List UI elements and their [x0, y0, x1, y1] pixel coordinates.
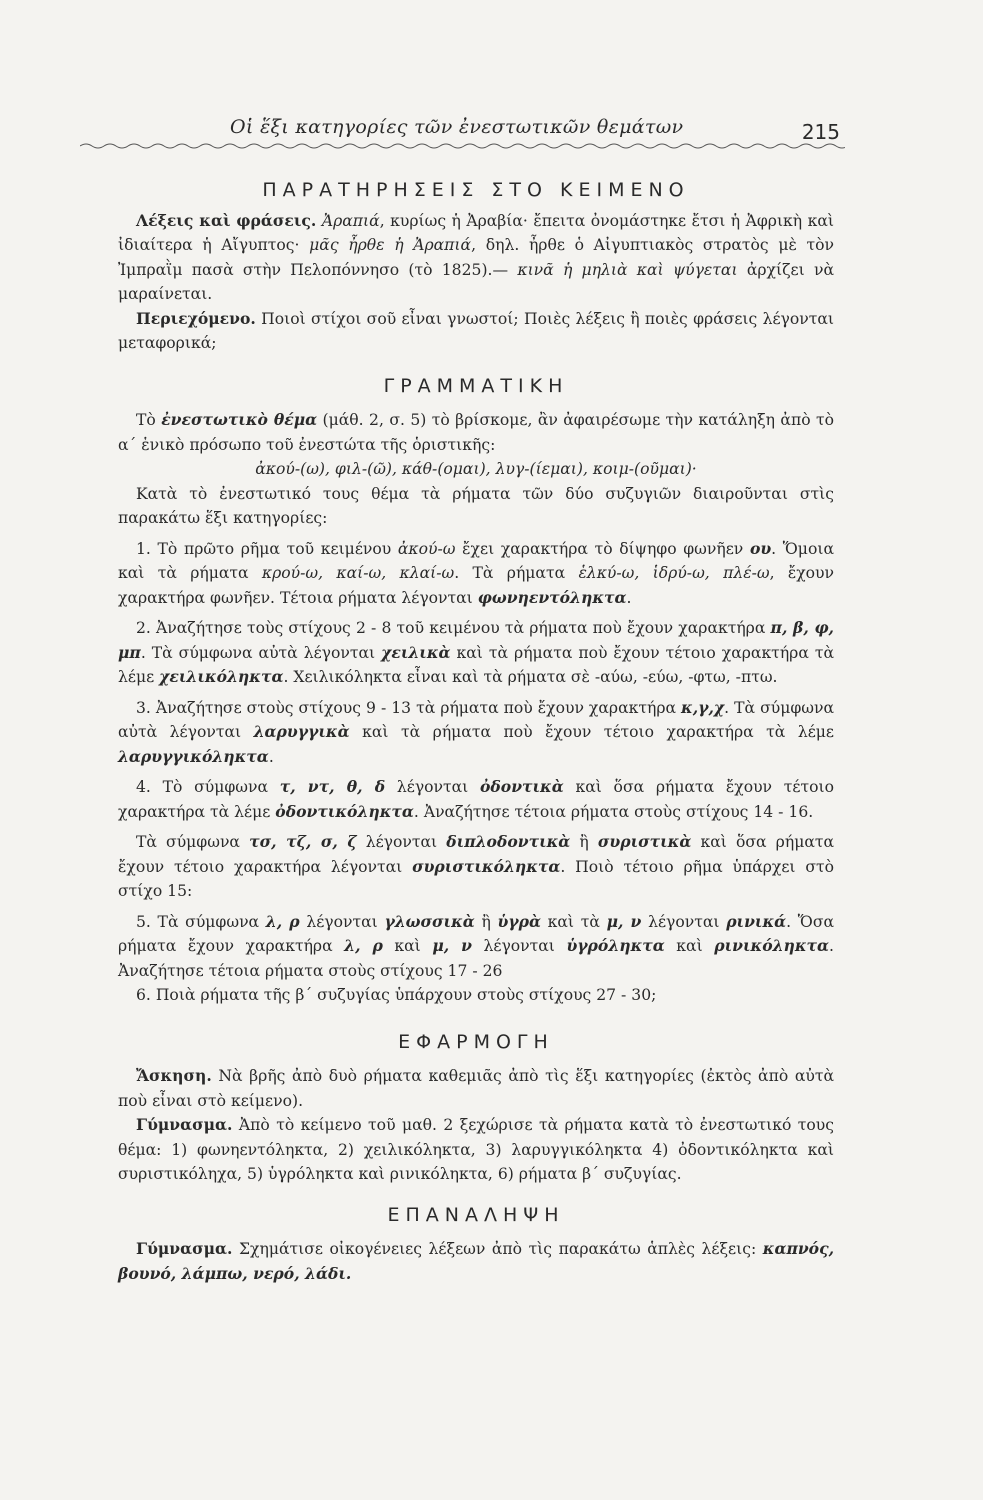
text: καὶ: [382, 937, 433, 955]
list-item-5: [118, 910, 834, 984]
text: Νὰ βρῆς ἀπὸ δυὸ ρήματα καθεμιᾶς ἀπὸ τὶς ἕξι κατηγορίες (ἐκτὸς ἀπὸ αὐτὰ ποὺ εἶναι στὸ κείμενο).: [118, 1067, 834, 1110]
text: καὶ ὅσα ρήματα ἔχουν τέτοιο χαρακτήρα λέγονται: [118, 833, 835, 876]
text: . Ἀναζήτησε τέτοια ρήματα στοὺς στίχους 14 - 16.: [413, 802, 814, 821]
text: καὶ: [664, 937, 715, 955]
term: τσ, τζ, σ, ζ: [249, 832, 357, 851]
term: τ, ντ, θ, δ: [279, 777, 386, 796]
heading-efarmogi: ΕΦΑΡΜΟΓΗ: [398, 1030, 554, 1053]
text: 5. Τὰ σύμφωνα: [136, 912, 266, 931]
text: . Ὅμοια καὶ τὰ ρήματα: [118, 539, 834, 582]
term: ρινικόληκτα: [714, 936, 830, 955]
page-number: 215: [801, 120, 840, 144]
text: ἀρχίζει νὰ μαραίνεται.: [118, 260, 834, 303]
phrase: μᾶς ἦρθε ἡ Ἀραπιά: [309, 236, 472, 254]
text: Τὰ σύμφωνα: [136, 833, 250, 851]
term: διπλοδοντικὰ: [446, 832, 571, 851]
text: λέγονται: [356, 833, 447, 851]
paragraph-askisi: [118, 1064, 834, 1113]
term: λαρυγγικόληκτα: [118, 746, 269, 766]
term: μ, ν: [606, 911, 642, 931]
text: καὶ τὰ: [540, 912, 607, 931]
text: Ποιοὶ στίχοι σοῦ εἶναι γνωστοί; Ποιὲς λέξεις ἢ ποιὲς φράσεις λέγονται μεταφορικά;: [118, 309, 834, 352]
text: .: [268, 747, 274, 766]
paragraph-lexeis: [118, 209, 834, 307]
list-item-6: 6. Ποιὰ ρήματα τῆς β΄ συζυγίας ὑπάρχουν στοὺς στίχους 27 - 30;: [136, 986, 657, 1004]
phrase: κινᾶ ἡ μηλιὰ καὶ ψύγεται: [517, 260, 738, 279]
text: 1. Τὸ πρῶτο ρῆμα τοῦ κειμένου: [136, 539, 398, 558]
text: ἢ: [570, 833, 598, 851]
label-periexomeno: Περιεχόμενο.: [136, 308, 256, 328]
text: . Τὰ σύμφωνα αὐτὰ λέγονται: [118, 698, 834, 741]
text: , κυρίως ἡ Ἀραβία· ἔπειτα ὀνομάστηκε ἔτσι ἡ Ἀφρικὴ καὶ ἰδιαίτερα ἡ Αἴγυπτος·: [118, 211, 834, 254]
text: καὶ τὰ ρήματα ποὺ ἔχουν τέτοιο χαρακτήρα τὰ λέμε: [349, 723, 834, 741]
list-item-1: [118, 537, 834, 611]
term: συριστικόληκτα: [412, 856, 561, 876]
text: .: [626, 588, 632, 607]
heading-grammatiki: ΓΡΑΜΜΑΤΙΚΗ: [383, 374, 569, 397]
phrase: ἑλκύ-ω, ἱδρύ-ω, πλέ-ω: [578, 564, 770, 582]
text: . Ποιὸ τέτοιο ρῆμα ὑπάρχει στὸ στίχο 15:: [118, 857, 834, 900]
term: ἐνεστωτικὸ θέμα: [161, 410, 318, 429]
text: . Ἀναζήτησε τέτοια ρήματα στοὺς στίχους 17 - 26: [118, 937, 835, 980]
term: λ, ρ: [265, 911, 300, 931]
text: Ἀπὸ τὸ κείμενο τοῦ μαθ. 2 ξεχώρισε τὰ ρήματα κατὰ τὸ ἐνεστωτικό τους θέμα: 1) φωνηεντόληκτα, 2) χειλικόληκτα, 3) λαρυγγικόληκτα 4) ὀδοντικόληκτα καὶ συριστικόληχα, 5) ὑγρόληκτα καὶ ρινικόληκτα, 6) ρήματα β΄ συζυγίας.: [118, 1116, 834, 1183]
text: καὶ ὅσα ρήματα ἔχουν τέτοιο χαρακτήρα τὰ λέμε: [118, 778, 834, 821]
text: λέγονται: [641, 912, 727, 931]
text: , ἔχουν χαρακτήρα φωνῆεν. Τέτοια ρήματα λέγονται: [118, 564, 835, 607]
label-gymnasma: Γύμνασμα.: [136, 1115, 233, 1134]
text: Τὸ: [136, 411, 162, 429]
term: χειλικόληκτα: [159, 667, 284, 686]
paragraph-kata: Κατὰ τὸ ἐνεστωτικό τους θέμα τὰ ρήματα τῶν δύο συζυγιῶν διαιροῦνται στὶς παρακάτω ἕξι κατηγορίες:: [118, 484, 834, 527]
phrase: ἀκού-ω: [397, 539, 456, 558]
label-gymnasma: Γύμνασμα.: [136, 1239, 233, 1258]
term: κ,γ,χ: [681, 697, 725, 717]
examples-line: ἀκού-(ω), φιλ-(ῶ), κάθ-(ομαι), λυγ-(ίεμαι), κοιμ-(οῦμαι)·: [255, 460, 697, 478]
text: ἔχει χαρακτήρα τὸ δίψηφο φωνῆεν: [455, 539, 750, 558]
term: χειλικὰ: [381, 642, 451, 662]
text: . Ὅσα ρήματα ἔχουν χαρακτήρα: [118, 912, 835, 955]
term: ὀδοντικόληκτα: [275, 801, 414, 821]
text: ἢ: [474, 912, 498, 931]
list-item-4: [118, 775, 834, 824]
term: π, β, φ, μπ: [118, 618, 834, 662]
running-header: [80, 110, 845, 150]
text: καὶ τὰ ρήματα ποὺ ἔχουν τέτοιο χαρακτήρα τὰ λέμε: [118, 643, 834, 686]
term: ου: [749, 538, 772, 558]
heading-paratiriseis: ΠΑΡΑΤΗΡΗΣΕΙΣ ΣΤΟ ΚΕΙΜΕΝΟ: [262, 179, 690, 201]
text: 4. Τὸ σύμφωνα: [136, 778, 280, 796]
text: . Τὰ ρήματα: [454, 564, 579, 582]
header-title: Οἱ ἕξι κατηγορίες τῶν ἐνεστωτικῶν θεμάτων: [230, 116, 684, 138]
term: μ, ν: [432, 936, 472, 955]
list-item-2: [118, 616, 834, 690]
label-lexeis: Λέξεις καὶ φράσεις.: [136, 210, 317, 230]
text: Σχημάτισε οἰκογένειες λέξεων ἀπὸ τὶς παρακάτω ἁπλὲς λέξεις:: [232, 1240, 763, 1258]
phrase: κρού-ω, καί-ω, κλαί-ω: [261, 564, 455, 582]
word-list: καπνός, βουνό, λάμπω, νερό, λάδι.: [118, 1239, 834, 1283]
term: ὑγρὰ: [497, 911, 541, 931]
list-item-3: [118, 696, 834, 770]
term: ὑγρόληκτα: [566, 936, 665, 955]
text: 2. Ἀναζήτησε τοὺς στίχους 2 - 8 τοῦ κειμένου τὰ ρήματα ποὺ ἔχουν χαρακτήρα: [136, 619, 771, 637]
term: ρινικά: [726, 911, 787, 931]
term: λ, ρ: [344, 936, 383, 955]
paragraph-intro: [118, 408, 834, 457]
text: λέγονται: [299, 912, 385, 931]
paragraph-periexomeno: [118, 307, 834, 356]
list-item-4b: [118, 830, 834, 904]
term: φωνηεντόληκτα: [477, 587, 627, 607]
text: 3. Ἀναζήτησε στοὺς στίχους 9 - 13 τὰ ρήματα ποὺ ἔχουν χαρακτήρα: [136, 698, 682, 717]
paragraph-gymnasma-1: [118, 1113, 834, 1187]
text: (μάθ. 2, σ. 5) τὸ βρίσκομε, ἂν ἀφαιρέσωμε τὴν κατάληξη ἀπὸ τὸ α΄ ἑνικὸ πρόσωπο τοῦ ἐνεστώτα τῆς ὁριστικῆς:: [118, 411, 835, 454]
page-content: [118, 178, 834, 1286]
label-askisi: Ἄσκηση.: [136, 1066, 212, 1085]
term: γλωσσικὰ: [384, 911, 475, 931]
heading-epanalipsi: ΕΠΑΝΑΛΗΨΗ: [387, 1203, 565, 1226]
phrase: Ἀραπιά: [321, 211, 380, 230]
term: συριστικὰ: [597, 832, 692, 851]
text: , δηλ. ἦρθε ὁ Αἰγυπτιακὸς στρατὸς μὲ τὸν Ἰμπραῒμ πασὰ στὴν Πελοπόννησο (τὸ 1825).—: [118, 236, 834, 279]
wavy-rule: [80, 142, 845, 150]
text: λέγονται: [385, 778, 480, 796]
text: . Τὰ σύμφωνα αὐτὰ λέγονται: [140, 643, 382, 662]
term: ὀδοντικὰ: [480, 777, 564, 796]
text: λέγονται: [471, 937, 567, 955]
term: λαρυγγικὰ: [253, 722, 350, 741]
paragraph-gymnasma-2: [118, 1237, 834, 1286]
text: . Χειλικόληκτα εἶναι καὶ τὰ ρήματα σὲ -αύω, -εύω, -φτω, -πτω.: [283, 668, 778, 686]
